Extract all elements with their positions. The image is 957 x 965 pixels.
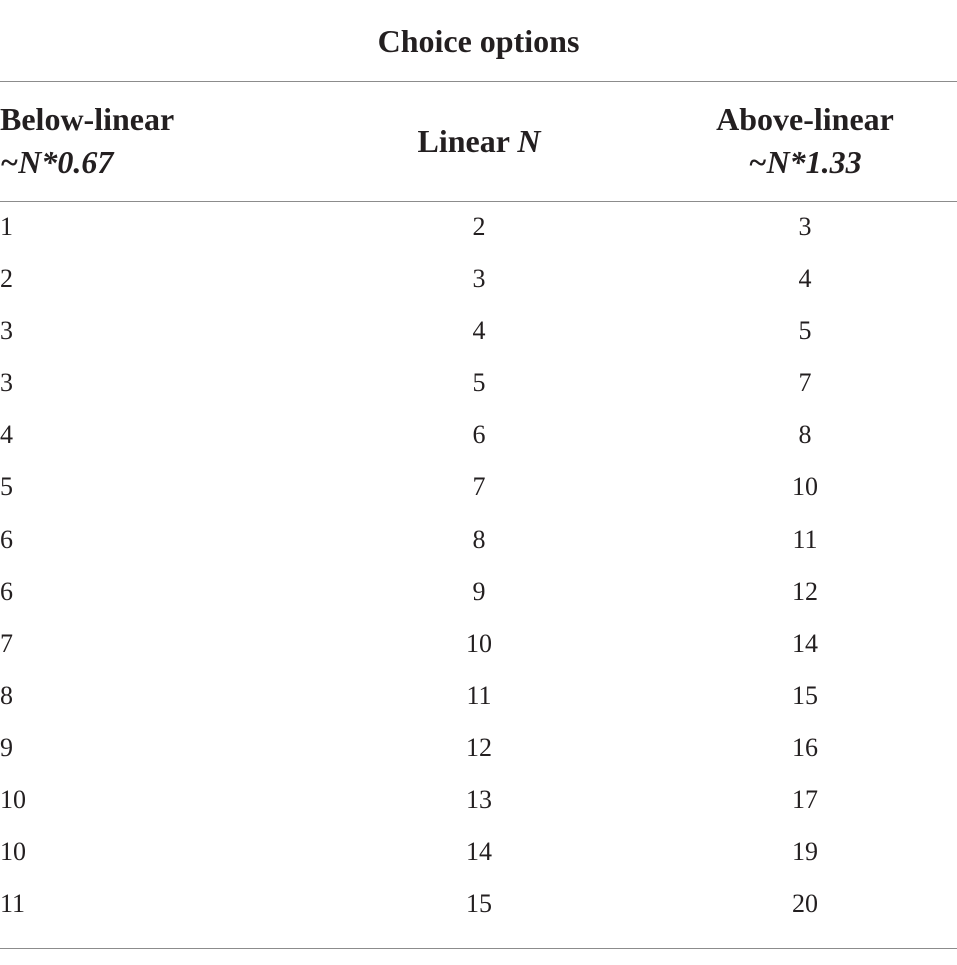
cell-linear: 10 [466, 628, 492, 658]
cell-linear: 4 [472, 316, 486, 346]
table-row [0, 826, 957, 878]
cell-above-linear: 12 [792, 576, 818, 606]
cell-above-linear: 17 [792, 785, 818, 815]
cell-above-linear: 3 [798, 212, 812, 241]
table-row [0, 253, 957, 305]
cell-below-linear: 3 [0, 316, 13, 346]
cell-below-linear: 2 [0, 264, 13, 294]
cell-linear: 9 [472, 576, 486, 606]
table-row [0, 461, 957, 513]
cell-above-linear: 10 [792, 472, 818, 502]
cell-linear: 3 [472, 264, 486, 294]
table-row [0, 618, 957, 670]
cell-below-linear: 10 [0, 837, 26, 867]
header-below-linear-formula: ~N*0.67 [0, 144, 114, 180]
header-below-linear-label: Below-linear [0, 101, 175, 137]
header-above-linear-label: Above-linear [716, 101, 894, 137]
cell-linear: 7 [472, 472, 486, 502]
table-caption: Choice options [377, 23, 580, 59]
cell-linear: 14 [466, 837, 492, 867]
cell-linear: 8 [472, 524, 486, 554]
cell-above-linear: 8 [798, 420, 812, 450]
table-row [0, 514, 957, 566]
cell-above-linear: 4 [798, 264, 812, 294]
cell-below-linear: 10 [0, 785, 26, 815]
cell-linear: 11 [466, 680, 492, 710]
header-above-linear [655, 96, 955, 186]
cell-linear: 2 [472, 212, 486, 241]
bottom-rule [0, 948, 957, 949]
cell-linear: 6 [472, 420, 486, 450]
cell-linear: 15 [466, 889, 492, 919]
table-row [0, 774, 957, 826]
table-row [0, 357, 957, 409]
table-row [0, 878, 957, 930]
table-row [0, 201, 957, 253]
cell-linear: 12 [466, 732, 492, 762]
cell-below-linear: 11 [0, 889, 26, 919]
cell-linear: 5 [472, 368, 486, 398]
cell-below-linear: 3 [0, 368, 13, 398]
table-row [0, 409, 957, 461]
cell-above-linear: 14 [792, 628, 818, 658]
cell-below-linear: 7 [0, 628, 13, 658]
header-linear-label [418, 120, 541, 163]
cell-above-linear: 20 [792, 889, 818, 919]
cell-below-linear: 6 [0, 576, 13, 606]
cell-above-linear: 5 [798, 316, 812, 346]
table-body [0, 201, 957, 930]
table-row [0, 670, 957, 722]
header-linear [329, 96, 629, 186]
cell-below-linear: 8 [0, 680, 13, 710]
header-linear-text: Linear [417, 122, 518, 159]
header-linear-variable: N [517, 122, 541, 159]
cell-above-linear: 11 [792, 524, 818, 554]
table-row [0, 722, 957, 774]
cell-above-linear: 16 [792, 732, 818, 762]
cell-below-linear: 1 [0, 212, 13, 241]
cell-above-linear: 7 [798, 368, 812, 398]
cell-above-linear: 15 [792, 680, 818, 710]
top-rule [0, 81, 957, 82]
table-row [0, 566, 957, 618]
cell-above-linear: 19 [792, 837, 818, 867]
header-above-linear-formula: ~N*1.33 [748, 144, 862, 180]
table-row [0, 305, 957, 357]
cell-below-linear: 4 [0, 420, 13, 450]
cell-below-linear: 9 [0, 732, 13, 762]
cell-linear: 13 [466, 785, 492, 815]
cell-below-linear: 6 [0, 524, 13, 554]
cell-below-linear: 5 [0, 472, 13, 502]
header-below-linear [0, 96, 300, 186]
